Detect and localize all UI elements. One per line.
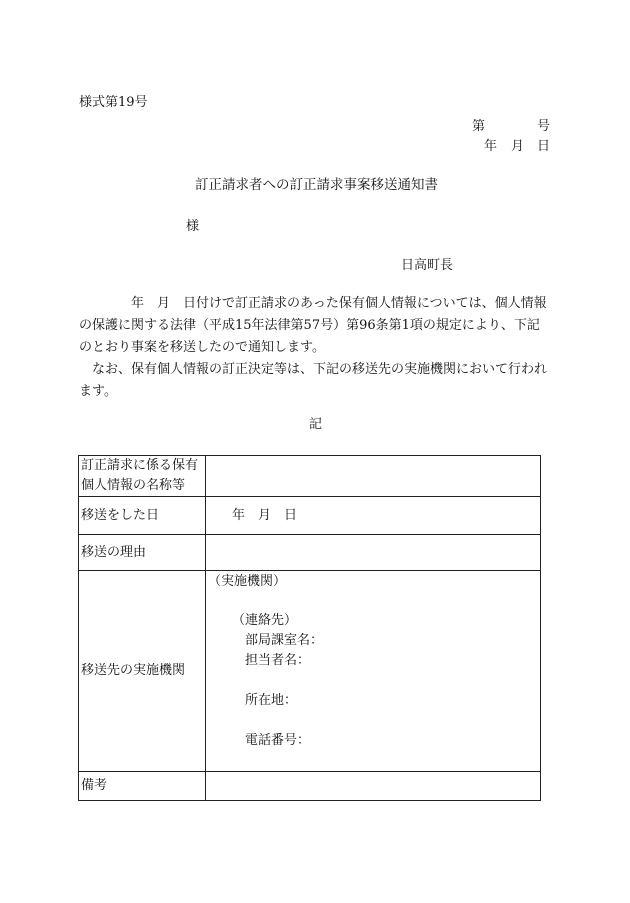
table-row-transfer-reason <box>79 535 541 571</box>
person-label: 担当者名： <box>245 653 311 668</box>
address-label: 所在地： <box>245 693 298 708</box>
ki-heading: 記 <box>309 417 323 432</box>
label-destination: 移送先の実施機関 <box>79 571 206 772</box>
body-paragraph-1: 年 月 日付けで訂正請求のあった保有個人情報については、個人情報の保護に関する法律（平成15年法律第57号）第96条第1項の規定により、下記のとおり事案を移送したので通知します。 <box>79 296 547 355</box>
label-remarks: 備考 <box>79 772 206 801</box>
body-text <box>79 293 551 403</box>
table-row-transfer-date <box>79 497 541 535</box>
date-year: 年 <box>484 139 498 154</box>
table-row-info-name <box>79 456 541 497</box>
table-row-destination <box>79 571 541 772</box>
addressee-suffix: 様 <box>186 219 200 234</box>
label-transfer-date: 移送をした日 <box>79 497 206 535</box>
value-remarks[interactable] <box>206 772 541 801</box>
destination-details <box>206 571 540 771</box>
form-number: 様式第19号 <box>79 95 148 110</box>
sender-name: 日高町長 <box>401 258 454 273</box>
label-info-name: 訂正請求に係る保有個人情報の名称等 <box>79 456 206 497</box>
doc-number-prefix: 第 <box>472 119 486 134</box>
doc-number-suffix: 号 <box>537 119 551 134</box>
contact-label: （連絡先） <box>232 613 298 628</box>
date-day: 日 <box>537 139 551 154</box>
date-month: 月 <box>511 139 525 154</box>
value-info-name[interactable] <box>206 456 541 497</box>
agency-label: （実施機関） <box>208 574 287 589</box>
table-row-remarks <box>79 772 541 801</box>
value-transfer-reason[interactable] <box>206 535 541 571</box>
label-transfer-reason: 移送の理由 <box>79 535 206 571</box>
value-transfer-date[interactable]: 年 月 日 <box>206 497 541 535</box>
value-destination[interactable] <box>206 571 541 772</box>
document-title: 訂正請求者への訂正請求事案移送通知書 <box>195 177 438 193</box>
phone-label: 電話番号： <box>245 733 311 748</box>
transfer-detail-table <box>78 455 541 801</box>
dept-label: 部局課室名： <box>245 633 324 648</box>
body-paragraph-2: なお、保有個人情報の訂正決定等は、下記の移送先の実施機関において行われます。 <box>79 362 548 399</box>
